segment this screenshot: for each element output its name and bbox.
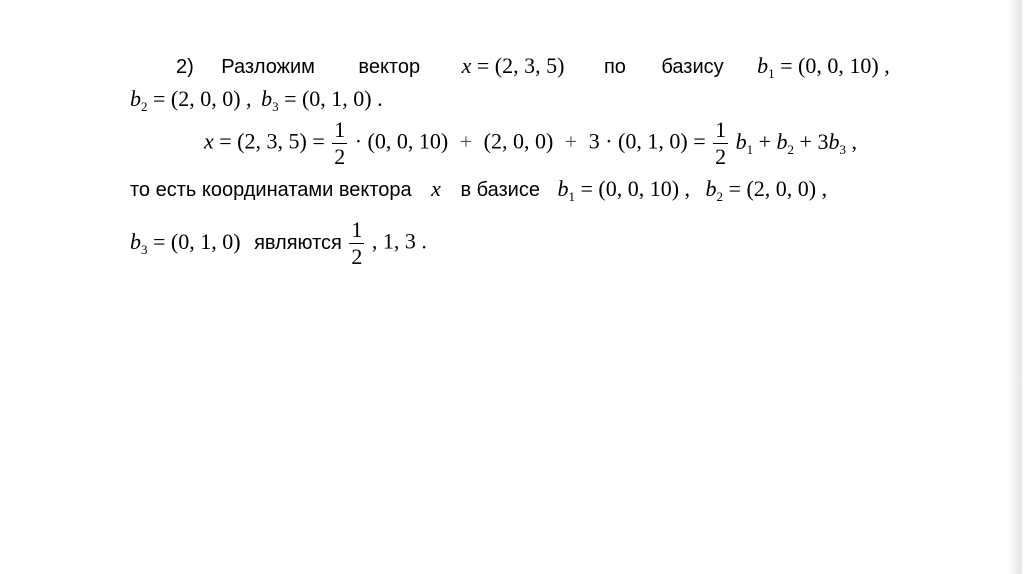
task-verb: Разложим <box>221 56 315 78</box>
equation-line <box>204 118 857 169</box>
b3-definition: $b_3 = (0$, 1, 0) . <box>261 86 383 114</box>
b2-definition: $b_2 = (2$, 0, 0) , <box>705 176 828 204</box>
fraction-one-half: $\frac{1}{2}$ <box>351 217 363 269</box>
word-by: по <box>603 56 626 78</box>
word-vector: вектор <box>358 56 421 78</box>
in-basis-text: в базисе <box>460 179 540 201</box>
task-number: 2) <box>176 56 194 78</box>
plus-sign: + <box>459 128 473 154</box>
plus-sign: + <box>564 128 578 154</box>
equation-lhs: x = (2, 3, 5) = <box>204 128 325 154</box>
line-5 <box>130 218 427 269</box>
b1-definition: $b_1 = (0$, 0, 10) , <box>557 176 691 204</box>
equation-term-1: · (0, 0, 10) <box>354 128 449 154</box>
line-2 <box>130 86 383 112</box>
equation-rhs: $b_1 + b_2 + 3b_3$ , <box>735 128 857 157</box>
coordinates-rest: , 1, 3 . <box>371 228 427 254</box>
conclusion-text: то есть координатами вектора <box>130 179 412 201</box>
b2-definition: $b_2 = (2$, 0, 0) , <box>130 86 252 114</box>
right-edge-shadow <box>1008 0 1022 574</box>
fraction-one-half: $\frac{1}{2}$ <box>715 117 727 169</box>
fraction-one-half: $\frac{1}{2}$ <box>334 117 346 169</box>
line-1 <box>176 53 890 80</box>
word-basis: базису <box>661 56 724 78</box>
are-text: являются <box>254 231 342 254</box>
equation-term-2: (2, 0, 0) <box>483 128 554 154</box>
b3-definition: $b_3 = (0$, 1, 0) <box>130 228 241 257</box>
vector-x: x <box>431 176 441 201</box>
b1-definition: $b_1 = (0$, 0, 10) , <box>757 53 890 81</box>
x-definition: x = (2, 3, 5) <box>461 53 565 78</box>
equation-term-3: 3 · (0, 1, 0) = <box>588 128 706 154</box>
line-4 <box>130 176 827 203</box>
